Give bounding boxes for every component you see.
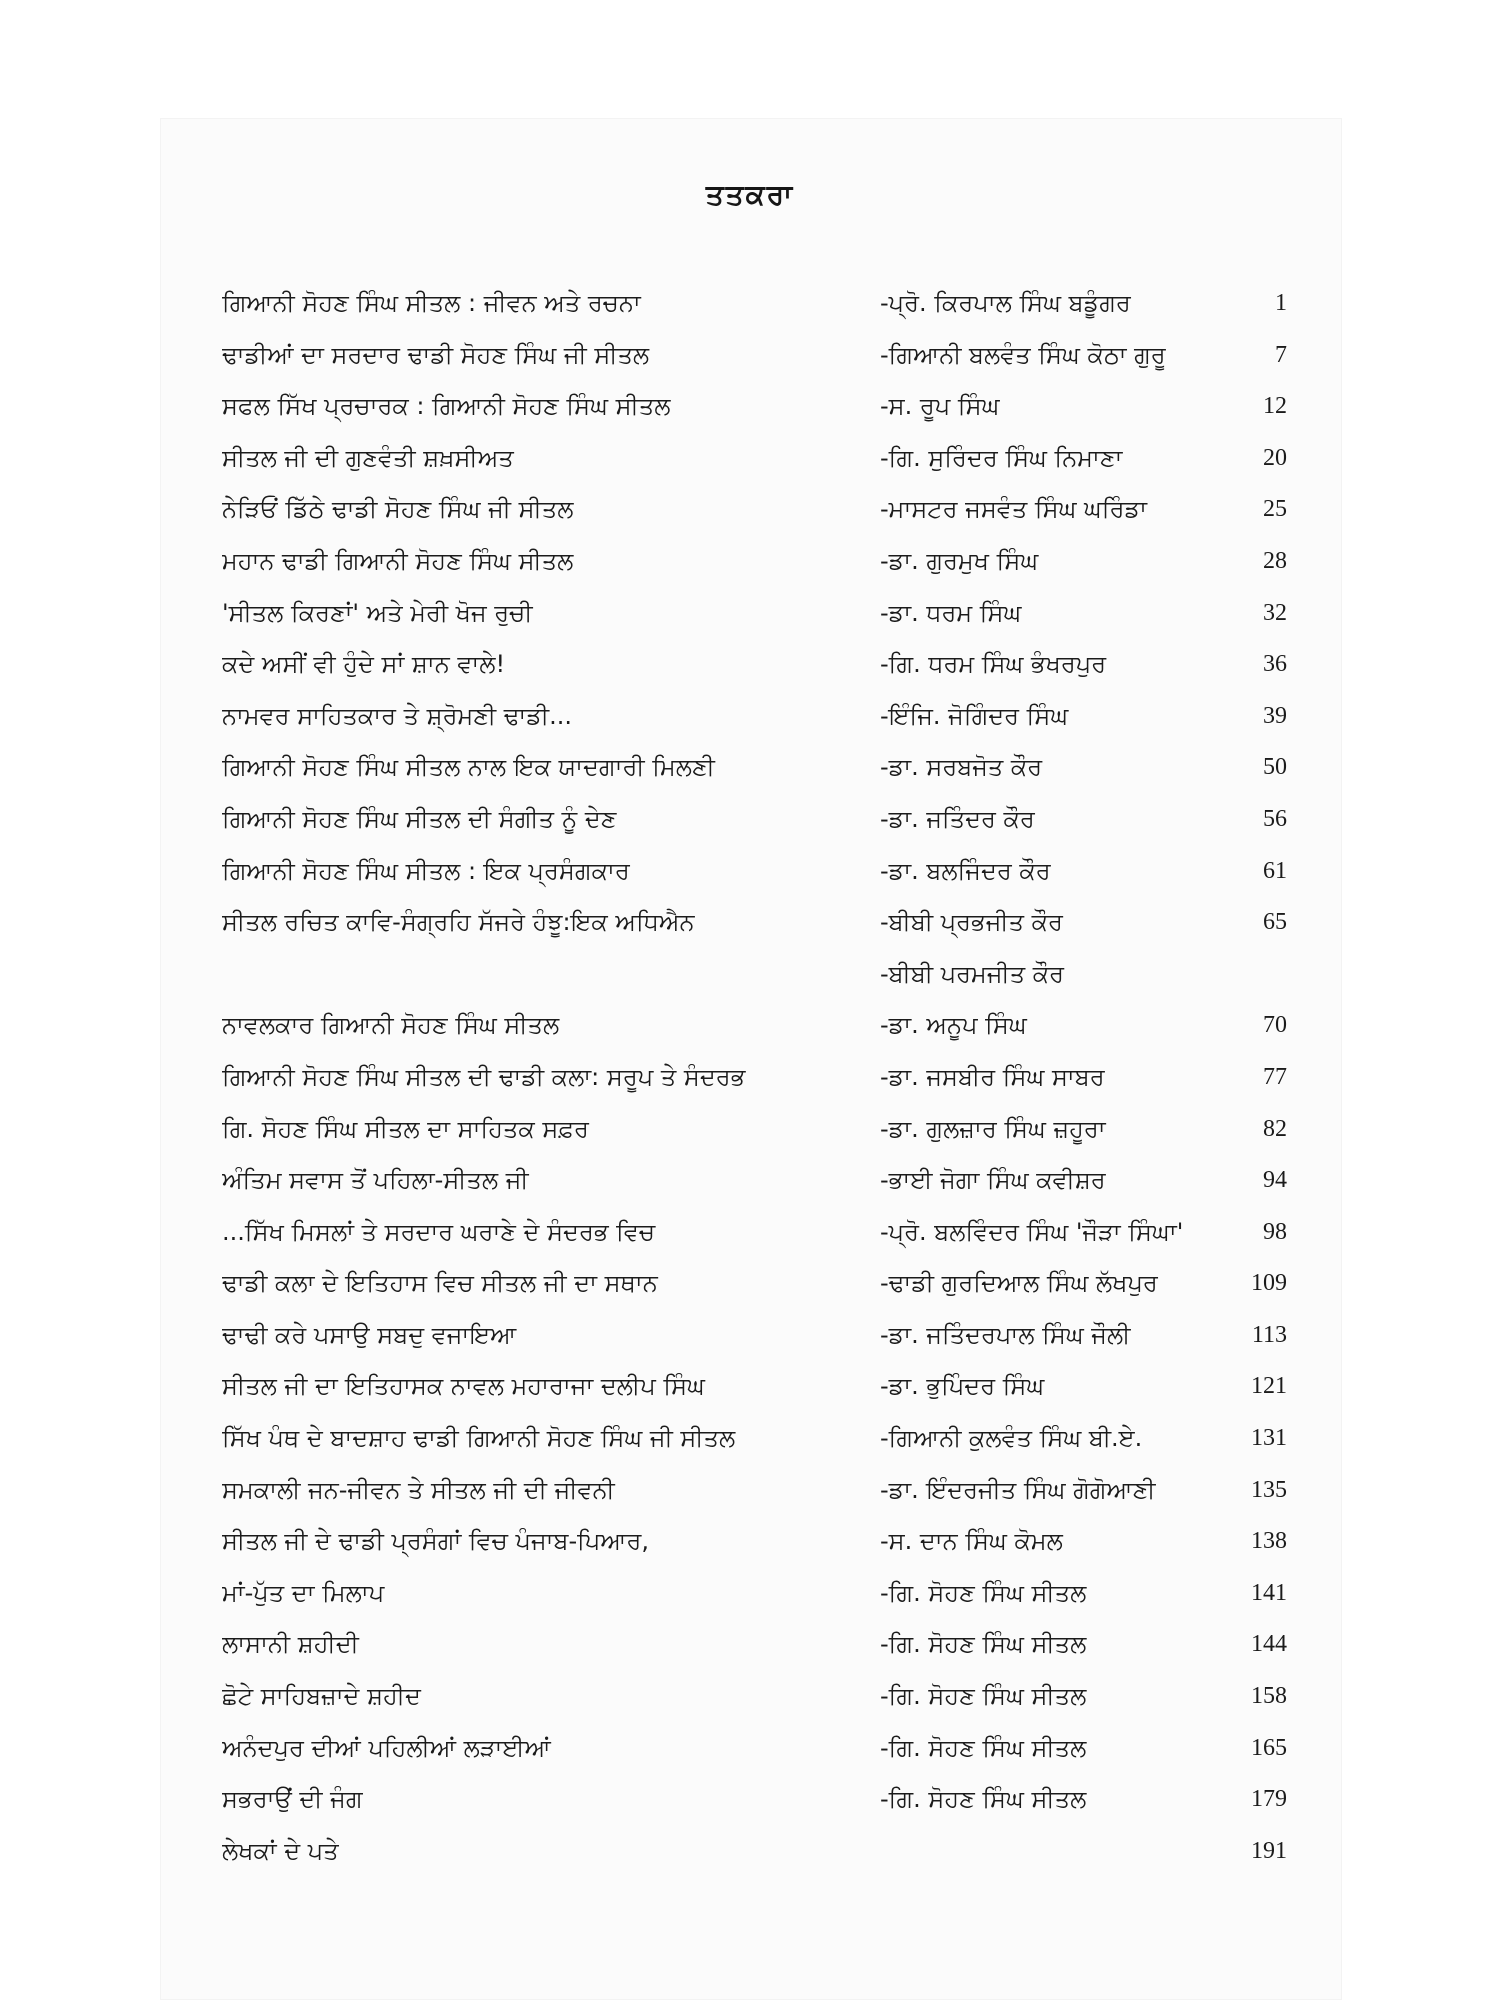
toc-entry <box>0 1000 1500 1052</box>
entry-author: -ਡਾ. ਜਸਬੀਰ ਸਿੰਘ ਸਾਬਰ <box>880 1062 1105 1091</box>
toc-entry <box>0 897 1500 949</box>
entry-title: 'ਸੀਤਲ ਕਿਰਣਾਂ' ਅਤੇ ਮੇਰੀ ਖੋਜ ਰੁਚੀ <box>222 598 533 627</box>
entry-page-number: 138 <box>1251 1528 1287 1555</box>
entry-author: -ਭਾਈ ਜੋਗਾ ਸਿੰਘ ਕਵੀਸ਼ਰ <box>880 1166 1106 1195</box>
entry-page-number: 32 <box>1263 599 1287 626</box>
entry-author: -ਮਾਸਟਰ ਜਸਵੰਤ ਸਿੰਘ ਘਰਿੰਡਾ <box>880 495 1147 524</box>
entry-title: ਸਭਰਾਉਂ ਦੀ ਜੰਗ <box>222 1785 363 1814</box>
page-title: ਤਤਕਰਾ <box>705 178 795 211</box>
entry-author: -ਇੰਜਿ. ਜੋਗਿੰਦਰ ਸਿੰਘ <box>880 701 1069 730</box>
entry-title: ਸੀਤਲ ਜੀ ਦੀ ਗੁਣਵੰਤੀ ਸ਼ਖ਼ਸੀਅਤ <box>222 443 514 472</box>
entry-author: -ਗਿ. ਸੋਹਣ ਸਿੰਘ ਸੀਤਲ <box>880 1733 1087 1762</box>
toc-entry <box>0 1361 1500 1413</box>
entry-author: -ਗਿ. ਸੋਹਣ ਸਿੰਘ ਸੀਤਲ <box>880 1630 1087 1659</box>
entry-author: -ਸ. ਰੂਪ ਸਿੰਘ <box>880 392 1000 421</box>
entry-author: -ਡਾ. ਧਰਮ ਸਿੰਘ <box>880 598 1022 627</box>
entry-author: -ਗਿ. ਸੋਹਣ ਸਿੰਘ ਸੀਤਲ <box>880 1785 1087 1814</box>
entry-page-number: 12 <box>1263 393 1287 420</box>
entry-author: -ਪ੍ਰੋ. ਬਲਵਿੰਦਰ ਸਿੰਘ 'ਜੌੜਾ ਸਿੰਘਾ' <box>880 1217 1184 1246</box>
toc-entry <box>0 1052 1500 1104</box>
entry-page-number: 98 <box>1263 1218 1287 1245</box>
entry-author: -ਡਾ. ਭੁਪਿੰਦਰ ਸਿੰਘ <box>880 1372 1045 1401</box>
toc-entry <box>0 1465 1500 1517</box>
toc-entry <box>0 949 1500 1001</box>
toc-entry <box>0 536 1500 588</box>
entry-page-number: 94 <box>1263 1167 1287 1194</box>
entry-author: -ਬੀਬੀ ਪਰਮਜੀਤ ਕੌਰ <box>880 959 1064 988</box>
entry-author: -ਗਿ. ਸੋਹਣ ਸਿੰਘ ਸੀਤਲ <box>880 1578 1087 1607</box>
entry-page-number: 141 <box>1251 1579 1287 1606</box>
entry-title: ...ਸਿੱਖ ਮਿਸਲਾਂ ਤੇ ਸਰਦਾਰ ਘਰਾਣੇ ਦੇ ਸੰਦਰਭ ਵਿਚ <box>222 1217 656 1246</box>
entry-author: -ਢਾਡੀ ਗੁਰਦਿਆਲ ਸਿੰਘ ਲੱਖਪੁਰ <box>880 1269 1158 1298</box>
entry-author: -ਬੀਬੀ ਪ੍ਰਭਜੀਤ ਕੌਰ <box>880 908 1063 937</box>
entry-author: -ਗਿ. ਸੋਹਣ ਸਿੰਘ ਸੀਤਲ <box>880 1682 1087 1711</box>
entry-page-number: 165 <box>1251 1734 1287 1761</box>
entry-page-number: 70 <box>1263 1012 1287 1039</box>
entry-title: ਸਮਕਾਲੀ ਜਨ-ਜੀਵਨ ਤੇ ਸੀਤਲ ਜੀ ਦੀ ਜੀਵਨੀ <box>222 1475 615 1504</box>
toc-entry <box>0 1568 1500 1620</box>
toc-entry <box>0 1774 1500 1826</box>
entry-page-number: 65 <box>1263 909 1287 936</box>
entry-page-number: 56 <box>1263 805 1287 832</box>
toc-entry <box>0 691 1500 743</box>
entry-author: -ਗਿਆਨੀ ਬਲਵੰਤ ਸਿੰਘ ਕੋਠਾ ਗੁਰੂ <box>880 340 1166 369</box>
entry-page-number: 77 <box>1263 1063 1287 1090</box>
toc-entry <box>0 1258 1500 1310</box>
toc-entry <box>0 1826 1500 1878</box>
entry-title: ਮਹਾਨ ਢਾਡੀ ਗਿਆਨੀ ਸੋਹਣ ਸਿੰਘ ਸੀਤਲ <box>222 546 574 575</box>
entry-title: ਛੋਟੇ ਸਾਹਿਬਜ਼ਾਦੇ ਸ਼ਹੀਦ <box>222 1682 421 1711</box>
entry-title: ਸੀਤਲ ਜੀ ਦਾ ਇਤਿਹਾਸਕ ਨਾਵਲ ਮਹਾਰਾਜਾ ਦਲੀਪ ਸਿੰਘ <box>222 1372 705 1401</box>
entry-page-number: 144 <box>1251 1631 1287 1658</box>
entry-title: ਮਾਂ-ਪੁੱਤ ਦਾ ਮਿਲਾਪ <box>222 1578 385 1607</box>
toc-entry <box>0 330 1500 382</box>
entry-title: ਨੇੜਿਓਂ ਡਿੱਠੇ ਢਾਡੀ ਸੋਹਣ ਸਿੰਘ ਜੀ ਸੀਤਲ <box>222 495 574 524</box>
entry-title: ਸਿੱਖ ਪੰਥ ਦੇ ਬਾਦਸ਼ਾਹ ਢਾਡੀ ਗਿਆਨੀ ਸੋਹਣ ਸਿੰਘ ਜੀ ਸੀਤਲ <box>222 1424 736 1453</box>
entry-page-number: 191 <box>1251 1837 1287 1864</box>
entry-title: ਗਿਆਨੀ ਸੋਹਣ ਸਿੰਘ ਸੀਤਲ ਦੀ ਸੰਗੀਤ ਨੂੰ ਦੇਣ <box>222 804 617 833</box>
entry-page-number: 113 <box>1251 1321 1287 1348</box>
entry-page-number: 158 <box>1251 1683 1287 1710</box>
toc-entry <box>0 433 1500 485</box>
entry-page-number: 28 <box>1263 547 1287 574</box>
entry-title: ਸਫਲ ਸਿੱਖ ਪ੍ਰਚਾਰਕ : ਗਿਆਨੀ ਸੋਹਣ ਸਿੰਘ ਸੀਤਲ <box>222 392 671 421</box>
entry-title: ਗਿਆਨੀ ਸੋਹਣ ਸਿੰਘ ਸੀਤਲ : ਇਕ ਪ੍ਰਸੰਗਕਾਰ <box>222 856 630 885</box>
toc-entry <box>0 1155 1500 1207</box>
entry-author: -ਗਿ. ਸੁਰਿੰਦਰ ਸਿੰਘ ਨਿਮਾਣਾ <box>880 443 1123 472</box>
entry-title: ਲਾਸਾਨੀ ਸ਼ਹੀਦੀ <box>222 1630 359 1659</box>
entry-author: -ਡਾ. ਗੁਲਜ਼ਾਰ ਸਿੰਘ ਜ਼ਹੂਰਾ <box>880 1114 1106 1143</box>
entry-title: ਸੀਤਲ ਜੀ ਦੇ ਢਾਡੀ ਪ੍ਰਸੰਗਾਂ ਵਿਚ ਪੰਜਾਬ-ਪਿਆਰ, <box>222 1527 649 1556</box>
entry-author: -ਗਿ. ਧਰਮ ਸਿੰਘ ਭੰਖਰਪੁਰ <box>880 650 1107 679</box>
entry-title: ਸੀਤਲ ਰਚਿਤ ਕਾਵਿ-ਸੰਗ੍ਰਹਿ ਸੱਜਰੇ ਹੰਝੂ:ਇਕ ਅਧਿਐਨ <box>222 908 695 937</box>
toc-entry <box>0 1310 1500 1362</box>
entry-title: ਢਾਡੀਆਂ ਦਾ ਸਰਦਾਰ ਢਾਡੀ ਸੋਹਣ ਸਿੰਘ ਜੀ ਸੀਤਲ <box>222 340 650 369</box>
entry-page-number: 121 <box>1251 1373 1287 1400</box>
entry-title: ਕਦੇ ਅਸੀਂ ਵੀ ਹੁੰਦੇ ਸਾਂ ਸ਼ਾਨ ਵਾਲੇ! <box>222 650 506 679</box>
entry-page-number: 1 <box>1275 290 1287 316</box>
toc-entry <box>0 742 1500 794</box>
toc-entry <box>0 484 1500 536</box>
entry-page-number: 109 <box>1251 1270 1287 1297</box>
entry-title: ਅੰਤਿਮ ਸਵਾਸ ਤੋਂ ਪਹਿਲਾ-ਸੀਤਲ ਜੀ <box>222 1166 529 1195</box>
toc-entry <box>0 1671 1500 1723</box>
entry-page-number: 179 <box>1251 1786 1287 1813</box>
entry-title: ਅਨੰਦਪੁਰ ਦੀਆਂ ਪਹਿਲੀਆਂ ਲੜਾਈਆਂ <box>222 1733 551 1762</box>
toc-entry <box>0 278 1500 330</box>
entry-title: ਨਾਮਵਰ ਸਾਹਿਤਕਾਰ ਤੇ ਸ਼੍ਰੋਮਣੀ ਢਾਡੀ... <box>222 701 572 730</box>
entry-title: ਗਿਆਨੀ ਸੋਹਣ ਸਿੰਘ ਸੀਤਲ ਦੀ ਢਾਡੀ ਕਲਾ: ਸਰੂਪ ਤੇ ਸੰਦਰਭ <box>222 1062 746 1091</box>
entry-title: ਗਿਆਨੀ ਸੋਹਣ ਸਿੰਘ ਸੀਤਲ : ਜੀਵਨ ਅਤੇ ਰਚਨਾ <box>222 289 641 317</box>
entry-page-number: 25 <box>1263 496 1287 523</box>
entry-author: -ਡਾ. ਗੁਰਮੁਖ ਸਿੰਘ <box>880 546 1039 575</box>
entry-author: -ਗਿਆਨੀ ਕੁਲਵੰਤ ਸਿੰਘ ਬੀ.ਏ. <box>880 1424 1143 1453</box>
entry-page-number: 61 <box>1263 857 1287 884</box>
entry-author: -ਡਾ. ਅਨੂਪ ਸਿੰਘ <box>880 1011 1027 1040</box>
entry-title: ਗਿ. ਸੋਹਣ ਸਿੰਘ ਸੀਤਲ ਦਾ ਸਾਹਿਤਕ ਸਫ਼ਰ <box>222 1114 589 1143</box>
entry-title: ਲੇਖਕਾਂ ਦੇ ਪਤੇ <box>222 1836 339 1865</box>
entry-author: -ਸ. ਦਾਨ ਸਿੰਘ ਕੋਮਲ <box>880 1527 1063 1556</box>
toc-entry <box>0 381 1500 433</box>
entry-author: -ਪ੍ਰੋ. ਕਿਰਪਾਲ ਸਿੰਘ ਬਡੂੰਗਰ <box>880 289 1131 317</box>
entry-page-number: 20 <box>1263 444 1287 471</box>
toc-entry <box>0 1516 1500 1568</box>
toc-entry <box>0 588 1500 640</box>
entry-author: -ਡਾ. ਬਲਜਿੰਦਰ ਕੌਰ <box>880 856 1051 885</box>
entry-title: ਢਾਡੀ ਕਲਾ ਦੇ ਇਤਿਹਾਸ ਵਿਚ ਸੀਤਲ ਜੀ ਦਾ ਸਥਾਨ <box>222 1269 658 1298</box>
entry-author: -ਡਾ. ਜਤਿੰਦਰ ਕੌਰ <box>880 804 1035 833</box>
entry-title: ਗਿਆਨੀ ਸੋਹਣ ਸਿੰਘ ਸੀਤਲ ਨਾਲ ਇਕ ਯਾਦਗਾਰੀ ਮਿਲਣੀ <box>222 753 715 782</box>
entry-page-number: 82 <box>1263 1115 1287 1142</box>
entry-title: ਨਾਵਲਕਾਰ ਗਿਆਨੀ ਸੋਹਣ ਸਿੰਘ ਸੀਤਲ <box>222 1011 560 1040</box>
entry-author: -ਡਾ. ਇੰਦਰਜੀਤ ਸਿੰਘ ਗੋਗੋਆਣੀ <box>880 1475 1156 1504</box>
entry-page-number: 7 <box>1275 341 1287 368</box>
toc-entry <box>0 846 1500 898</box>
entry-page-number: 131 <box>1251 1425 1287 1452</box>
entry-page-number: 39 <box>1263 702 1287 729</box>
entry-page-number: 135 <box>1251 1476 1287 1503</box>
table-of-contents <box>0 278 1500 1877</box>
entry-author: -ਡਾ. ਜਤਿੰਦਰਪਾਲ ਸਿੰਘ ਜੌਲੀ <box>880 1320 1131 1349</box>
entry-author: -ਡਾ. ਸਰਬਜੋਤ ਕੌਰ <box>880 753 1043 782</box>
toc-entry <box>0 1104 1500 1156</box>
entry-title: ਢਾਢੀ ਕਰੇ ਪਸਾਉ ਸਬਦੁ ਵਜਾਇਆ <box>222 1320 517 1349</box>
entry-page-number: 50 <box>1263 754 1287 781</box>
toc-entry <box>0 1413 1500 1465</box>
entry-page-number: 36 <box>1263 651 1287 678</box>
toc-entry <box>0 639 1500 691</box>
toc-entry <box>0 1619 1500 1671</box>
toc-entry <box>0 794 1500 846</box>
toc-entry <box>0 1723 1500 1775</box>
toc-entry <box>0 1207 1500 1259</box>
